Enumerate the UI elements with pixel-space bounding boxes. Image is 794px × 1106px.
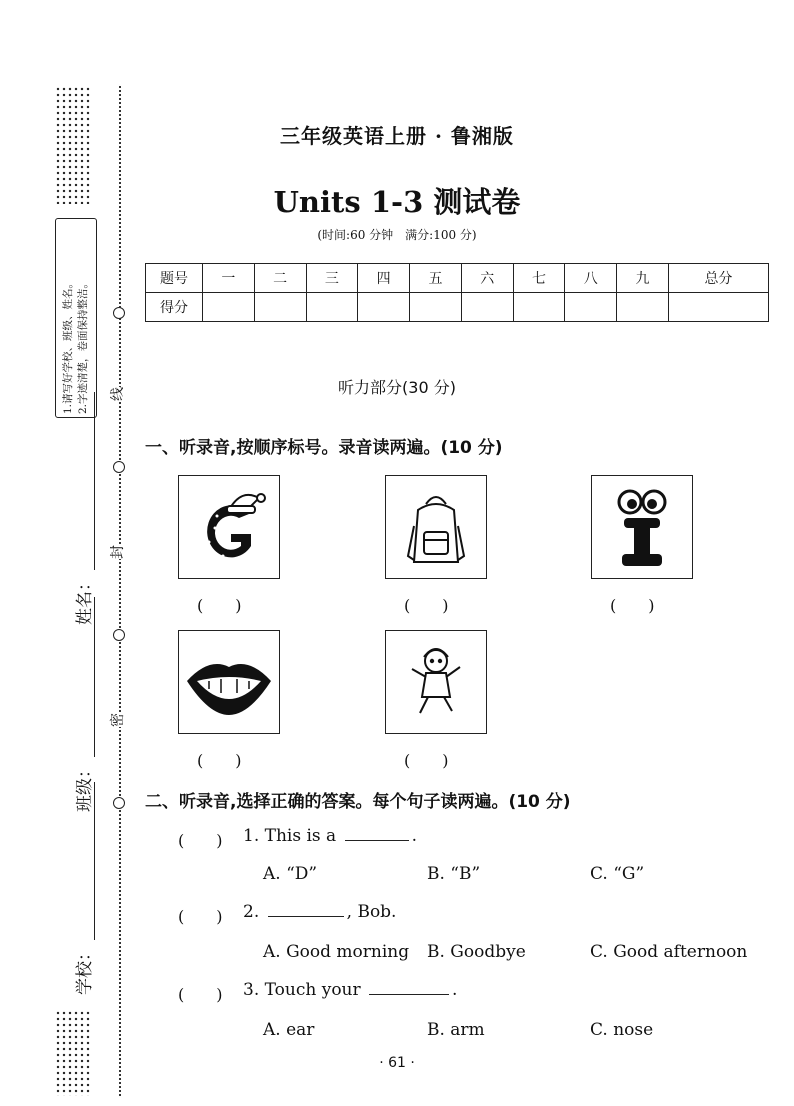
item-text: This is a xyxy=(264,826,337,846)
score-cell[interactable] xyxy=(410,293,462,322)
seal-char-feng: 封 xyxy=(107,545,127,559)
score-cell[interactable] xyxy=(254,293,306,322)
option: A. Good morning xyxy=(263,942,410,962)
score-col: 二 xyxy=(254,264,306,293)
answer-blank[interactable] xyxy=(345,839,409,841)
listening-section-heading: 听力部分(30 分) xyxy=(338,378,456,397)
binding-ring xyxy=(113,797,125,809)
score-col: 三 xyxy=(306,264,358,293)
letter-i-icon xyxy=(591,475,693,579)
page-number: · 61 · xyxy=(379,1055,415,1071)
option: B. arm xyxy=(427,1020,485,1040)
score-cell[interactable] xyxy=(668,293,768,322)
item-text: . xyxy=(411,826,418,846)
class-label: 班级： xyxy=(75,761,95,812)
option: B. “B” xyxy=(427,864,481,884)
score-table xyxy=(145,263,769,322)
score-col: 七 xyxy=(513,264,565,293)
score-col: 六 xyxy=(461,264,513,293)
question-item xyxy=(243,902,396,922)
item-number: 2. xyxy=(243,902,260,922)
item-text: , Bob. xyxy=(346,902,397,922)
notice-line: 1.请写好学校、班级、姓名。 xyxy=(62,277,74,414)
answer-paren[interactable]: ( ) xyxy=(178,985,223,1004)
option: A. ear xyxy=(263,1020,315,1040)
item-text: . xyxy=(452,980,458,1000)
score-cell[interactable] xyxy=(203,293,255,322)
score-cell[interactable] xyxy=(565,293,617,322)
answer-paren[interactable]: ( ) xyxy=(404,596,449,615)
score-col: 四 xyxy=(358,264,410,293)
backpack-icon xyxy=(385,475,487,579)
school-field[interactable] xyxy=(70,782,95,995)
mouth-icon xyxy=(178,630,280,734)
answer-paren[interactable]: ( ) xyxy=(197,596,242,615)
question-2-heading: 二、听录音,选择正确的答案。每个句子读两遍。(10 分) xyxy=(145,792,571,812)
class-field[interactable] xyxy=(70,597,95,812)
question-item xyxy=(243,980,457,1000)
question-1-heading: 一、听录音,按顺序标号。录音读两遍。(10 分) xyxy=(145,438,503,458)
score-row-label: 得分 xyxy=(146,293,203,322)
answer-paren[interactable]: ( ) xyxy=(610,596,655,615)
binding-ring xyxy=(113,461,125,473)
book-subtitle: 三年级英语上册 · 鲁湘版 xyxy=(280,124,514,148)
score-cell[interactable] xyxy=(617,293,669,322)
notice-line: 2.字迹清楚，卷面保持整洁。 xyxy=(77,277,89,414)
score-col: 九 xyxy=(617,264,669,293)
score-cell[interactable] xyxy=(461,293,513,322)
school-label: 学校： xyxy=(75,944,95,995)
option: B. Goodbye xyxy=(427,942,526,962)
answer-paren[interactable]: ( ) xyxy=(178,831,223,850)
seal-char-mi: 密 xyxy=(107,713,127,727)
score-col: 总分 xyxy=(668,264,768,293)
score-cell[interactable] xyxy=(306,293,358,322)
answer-blank[interactable] xyxy=(268,915,344,917)
score-col: 五 xyxy=(410,264,462,293)
binding-ring xyxy=(113,307,125,319)
option: C. nose xyxy=(590,1020,654,1040)
score-cell[interactable] xyxy=(358,293,410,322)
dot-pattern-bottom xyxy=(55,1010,91,1096)
seal-char-xian: 线 xyxy=(107,387,127,401)
option: C. Good afternoon xyxy=(590,942,748,962)
score-col: 八 xyxy=(565,264,617,293)
score-row-label: 题号 xyxy=(146,264,203,293)
score-cell[interactable] xyxy=(513,293,565,322)
answer-paren[interactable]: ( ) xyxy=(197,751,242,770)
doll-icon xyxy=(385,630,487,734)
item-text: Touch your xyxy=(264,980,361,1000)
score-col: 一 xyxy=(203,264,255,293)
answer-paren[interactable]: ( ) xyxy=(404,751,449,770)
item-number: 1. xyxy=(243,826,260,846)
answer-blank[interactable] xyxy=(369,993,449,995)
score-table-header-row xyxy=(146,264,769,293)
option: A. “D” xyxy=(263,864,318,884)
question-item xyxy=(243,826,417,846)
answer-paren[interactable]: ( ) xyxy=(178,907,223,926)
score-table-score-row xyxy=(146,293,769,322)
binding-ring xyxy=(113,629,125,641)
time-info: (时间:60 分钟 满分:100 分) xyxy=(317,228,477,242)
option: C. “G” xyxy=(590,864,645,884)
item-number: 3. xyxy=(243,980,260,1000)
name-field[interactable] xyxy=(70,392,95,625)
letter-g-icon xyxy=(178,475,280,579)
name-label: 姓名： xyxy=(75,574,95,625)
page-title: Units 1-3 测试卷 xyxy=(273,185,521,219)
